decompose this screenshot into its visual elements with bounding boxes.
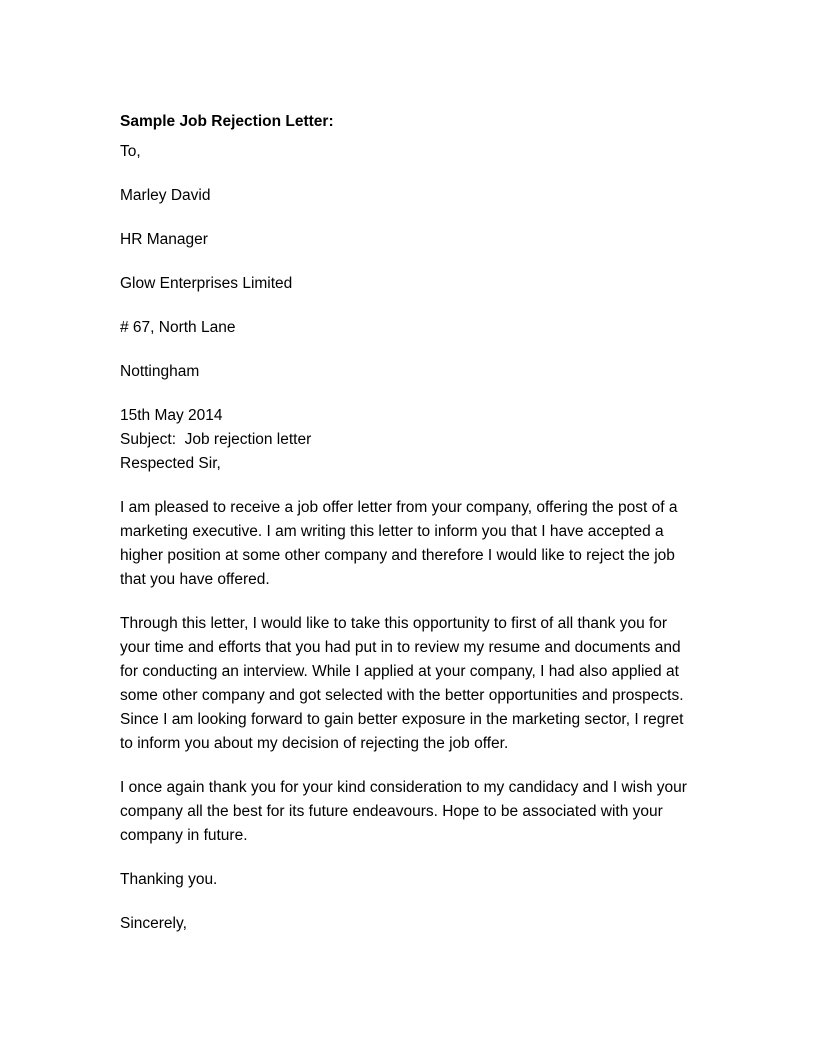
- paragraph-3: I once again thank you for your kind consideration to my candidacy and I wish your company all the best for its future endeavours. Hope to be associated with your company in future.: [120, 779, 687, 844]
- closing-thanks: Thanking you.: [120, 871, 218, 888]
- salutation: Respected Sir,: [120, 455, 221, 472]
- document-title: Sample Job Rejection Letter:: [120, 113, 334, 130]
- recipient-position: HR Manager: [120, 231, 208, 248]
- sign-off: Sincerely,: [120, 915, 187, 932]
- recipient-street: # 67, North Lane: [120, 319, 236, 336]
- letter-date: 15th May 2014: [120, 407, 223, 424]
- letter-body: [120, 110, 700, 936]
- to-line: To,: [120, 143, 141, 160]
- paragraph-1: I am pleased to receive a job offer letter from your company, offering the post of a marketing executive. I am writing this letter to inform you that I have accepted a higher position at some other company and therefore I would like to reject the job that you have offered.: [120, 499, 678, 588]
- paragraph-2: Through this letter, I would like to take this opportunity to first of all thank you for your time and efforts that you had put in to review my resume and documents and for conducting an interview. While I applied at your company, I had also applied at some other company and got selected with the better opportunities and prospects. Since I am looking forward to gain better exposure in the marketing sector, I regret to inform you about my decision of rejecting the job offer.: [120, 615, 684, 752]
- letter-subject: Subject: Job rejection letter: [120, 431, 312, 448]
- recipient-company: Glow Enterprises Limited: [120, 275, 293, 292]
- recipient-city: Nottingham: [120, 363, 200, 380]
- recipient-name: Marley David: [120, 187, 211, 204]
